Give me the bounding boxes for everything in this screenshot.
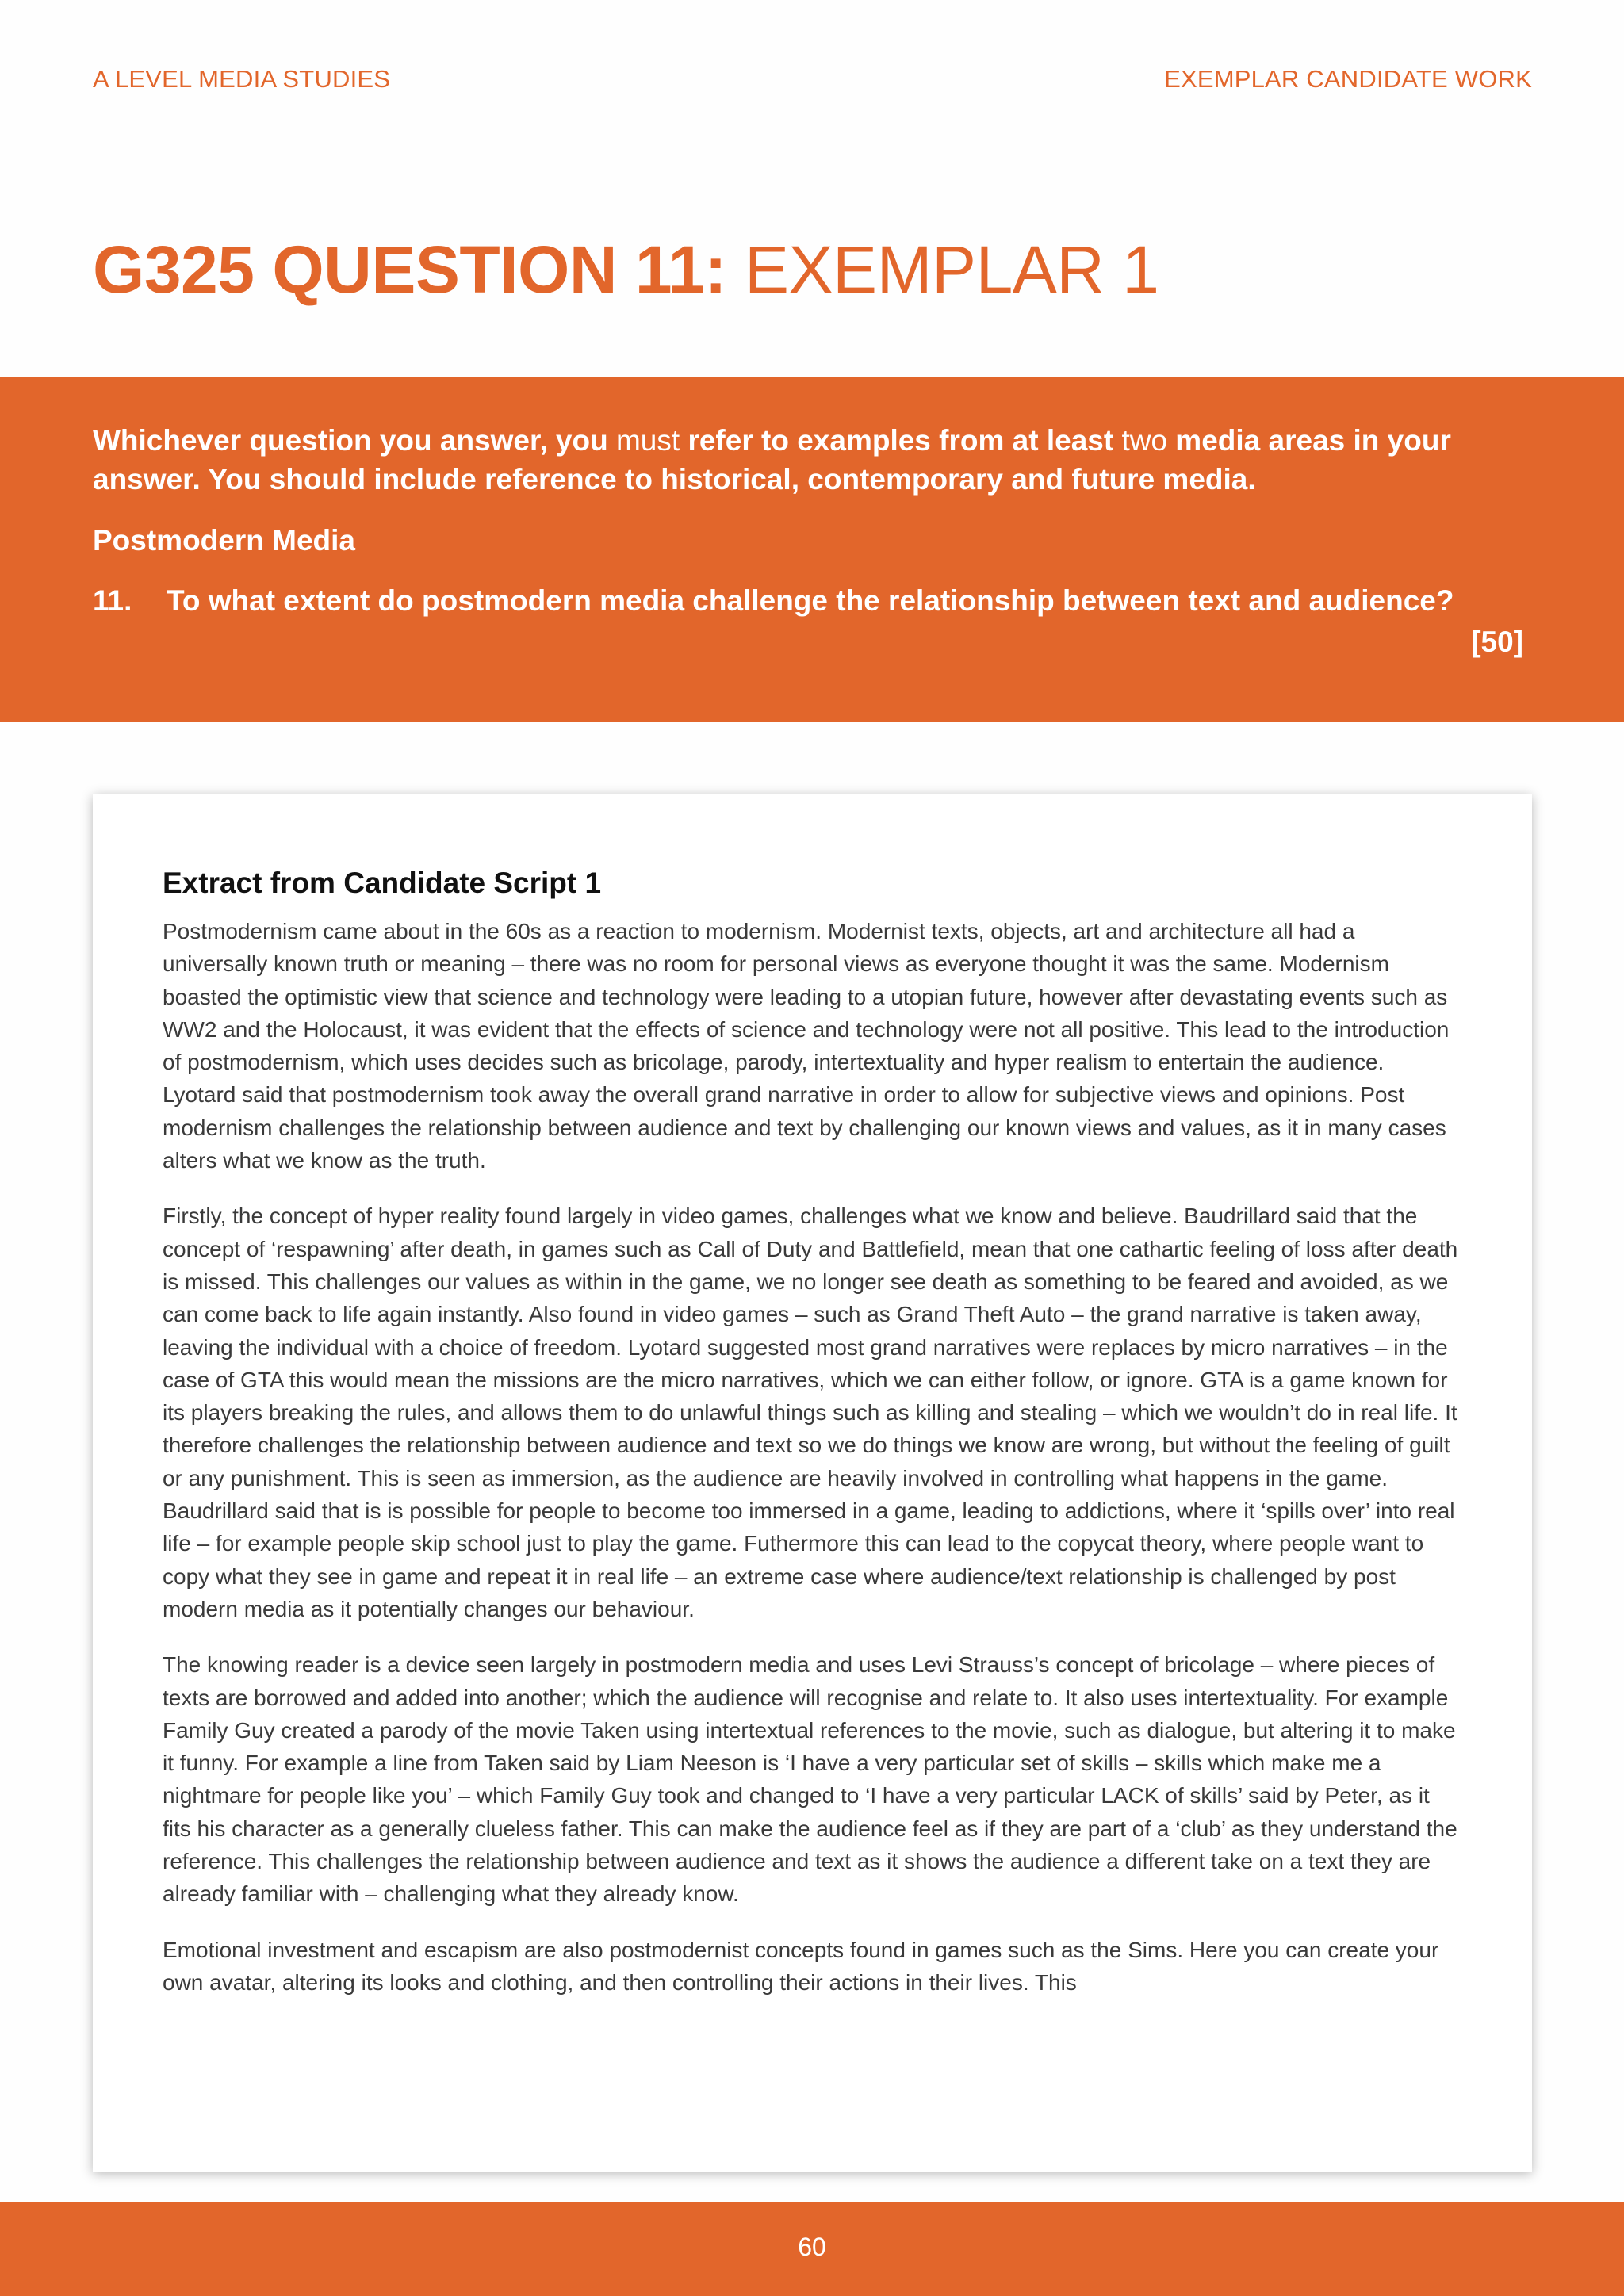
question-text: To what extent do postmodern media challenge the relationship between text and audience? <box>167 584 1454 617</box>
candidate-script-card <box>93 794 1532 2172</box>
exam-question <box>93 584 1544 618</box>
page-number: 60 <box>798 2233 826 2261</box>
script-heading: Extract from Candidate Script 1 <box>163 867 602 899</box>
instruction-emphasis-must: must <box>615 424 680 457</box>
question-marks: [50] <box>1471 626 1523 658</box>
script-body <box>163 915 1463 2022</box>
page-title-bold: G325 QUESTION 11: <box>93 232 727 307</box>
question-band <box>0 377 1624 722</box>
running-header-right: EXEMPLAR CANDIDATE WORK <box>1164 65 1532 93</box>
question-number: 11. <box>93 584 132 617</box>
page-title <box>93 232 1159 308</box>
instruction-part-5: media areas in your answer. You should include reference to historical, contemporary and future media. <box>93 424 1451 496</box>
instruction-emphasis-two: two <box>1121 424 1168 457</box>
script-paragraph-3: The knowing reader is a device seen largely in postmodern media and uses Levi Strauss’s concept of bricolage – where pieces of texts are borrowed and added into another; which the audience will recognise and relate to. It also uses intertextuality. For example Family Guy created a parody of the movie Taken using intertextual references to the movie, such as dialogue, but altering it to make it funny. For example a line from Taken said by Liam Neeson is ‘I have a very particular set of skills – skills which make me a nightmare for people like you’ – which Family Guy took and changed to ‘I have a very particular LACK of skills’ said by Peter, as it fits his character as a generally clueless father. This can make the audience feel as if they are part of a ‘club’ as they understand the reference. This challenges the relationship between audience and text as it shows the audience a different take on a text they are already familiar with – challenging what they already know. <box>163 1652 1457 1907</box>
footer-band <box>0 2202 1624 2296</box>
exam-instruction <box>93 421 1544 499</box>
page-title-light: EXEMPLAR 1 <box>744 232 1159 307</box>
script-paragraph-2: Firstly, the concept of hyper reality found largely in video games, challenges what we know and believe. Baudrillard said that the concept of ‘respawning’ after death, in games such as Call of Duty and Battlefield, mean that one cathartic feeling of loss after death is missed. This challenges our values as within in the game, we no longer see death as something to be feared and avoided, as we can come back to life again instantly. Also found in video games – such as Grand Theft Auto – the grand narrative is taken away, leaving the individual with a choice of freedom. Lyotard suggested most grand narratives were replaces by micro narratives – in the case of GTA this would mean the missions are the micro narratives, which we can either follow, or ignore. GTA is a game known for its players breaking the rules, and allows them to do unlawful things such as killing and stealing – which we wouldn’t do in real life. It therefore challenges the relationship between audience and text so we do things we know are wrong, but without the feeling of guilt or any punishment. This is seen as immersion, as the audience are heavily involved in controlling what happens in the game. Baudrillard said that is is possible for people to become too immersed in a game, leading to addictions, where it ‘spills over’ into real life – for example people skip school just to play the game. Futhermore this can lead to the copycat theory, where people want to copy what they see in game and repeat it in real life – an extreme case where audience/text relationship is challenged by post modern media as it potentially changes our behaviour. <box>163 1203 1458 1621</box>
running-header-left: A LEVEL MEDIA STUDIES <box>93 65 391 93</box>
instruction-part-3: refer to examples from at least <box>680 424 1122 457</box>
script-paragraph-4: Emotional investment and escapism are also postmodernist concepts found in games such as the Sims. Here you can create your own avatar, altering its looks and clothing, and then controlling their actions in their lives. This <box>163 1937 1439 1995</box>
instruction-part-1: Whichever question you answer, you <box>93 424 616 457</box>
script-paragraph-1: Postmodernism came about in the 60s as a reaction to modernism. Modernist texts, objects, art and architecture all had a universally known truth or meaning – there was no room for personal views as everyone thought it was the same. Modernism boasted the optimistic view that science and technology were leading to a utopian future, however after devastating events such as WW2 and the Holocaust, it was evident that the effects of science and technology were not all positive. This lead to the introduction of postmodernism, which uses decides such as bricolage, parody, intertextuality and hyper realism to entertain the audience. Lyotard said that postmodernism took away the overall grand narrative in order to allow for subjective views and opinions. Post modernism challenges the relationship between audience and text by challenging our known views and values, as it in many cases alters what we know as the truth. <box>163 919 1450 1173</box>
topic-heading: Postmodern Media <box>93 524 355 557</box>
